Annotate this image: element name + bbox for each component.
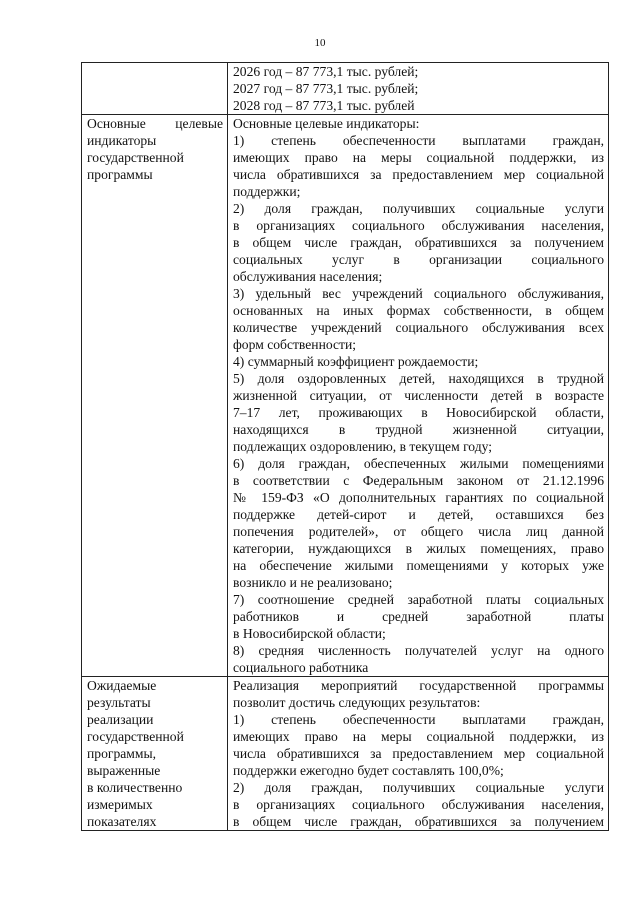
program-passport-table <box>81 62 609 831</box>
table-body <box>82 63 609 831</box>
content-line: позволит достичь следующих результатов: <box>233 695 481 710</box>
content-line: имеющих право на меры социальной поддержки, из <box>233 729 604 744</box>
row-label-cell <box>82 677 228 831</box>
content-line: имеющих право на меры социальной поддержки, из <box>233 150 604 165</box>
label-line: реализации <box>87 712 154 727</box>
content-line: 6) доля граждан, обеспеченных жилыми помещениями <box>233 456 604 471</box>
content-line: в организациях социального обслуживания населения, <box>233 218 604 233</box>
content-line: поддержки; <box>233 184 301 199</box>
content-line: форм собственности; <box>233 337 357 352</box>
label-line: программы, <box>87 746 157 761</box>
content-line: 7–17 лет, проживающих в Новосибирской области, <box>233 405 604 420</box>
content-line: 2027 год – 87 773,1 тыс. рублей; <box>233 81 419 96</box>
label-line: измеримых <box>87 797 153 812</box>
content-line: возникло и не реализовано; <box>233 575 393 590</box>
content-line: основанных на иных формах собственности, в общем <box>233 303 604 318</box>
content-line: в соответствии с Федеральным законом от 21.12.1996 <box>233 473 604 488</box>
table-row <box>82 63 609 115</box>
content-line: Реализация мероприятий государственной программы <box>233 678 604 693</box>
content-line: поддержки ежегодно будет составлять 100,0%; <box>233 763 504 778</box>
content-line: социальных услуг в организации социального <box>233 252 604 267</box>
content-line: числа обратившихся за предоставлением мер социальной <box>233 167 604 182</box>
label-line: государственной <box>87 729 184 744</box>
content-line: 1) степень обеспеченности выплатами граждан, <box>233 712 604 727</box>
content-line: жизненной ситуации, от численности детей в возрасте <box>233 388 604 403</box>
content-line: категории, нуждающихся в жилых помещениях, право <box>233 541 604 556</box>
label-line: показателях <box>87 814 157 829</box>
content-line: 2) доля граждан, получивших социальные услуги <box>233 780 604 795</box>
content-line: в организациях социального обслуживания населения, <box>233 797 604 812</box>
label-line: программы <box>87 167 153 182</box>
table-row <box>82 115 609 677</box>
content-line: в общем числе граждан, обратившихся за получением <box>233 814 604 829</box>
content-line: на обеспечение жилыми помещениями у которых уже <box>233 558 604 573</box>
content-line: в Новосибирской области; <box>233 626 386 641</box>
content-line: находящихся в трудной жизненной ситуации, <box>233 422 604 437</box>
content-line: в общем числе граждан, обратившихся за получением <box>233 235 604 250</box>
content-line: социального работника <box>233 660 369 675</box>
label-line: выраженные <box>87 763 161 778</box>
label-line: индикаторы <box>87 133 157 148</box>
label-line: государственной <box>87 150 184 165</box>
row-label-cell <box>82 115 228 677</box>
row-content-cell <box>228 63 609 115</box>
row-label-cell <box>82 63 228 115</box>
content-line: 5) доля оздоровленных детей, находящихся в трудной <box>233 371 604 386</box>
content-line: 2028 год – 87 773,1 тыс. рублей <box>233 98 415 113</box>
content-line: № 159-ФЗ «О дополнительных гарантиях по социальной <box>233 490 604 505</box>
content-line: поддержке детей-сирот и детей, оставшихся без <box>233 507 604 522</box>
label-line: Ожидаемые <box>87 678 157 693</box>
content-line: количестве учреждений социального обслуживания всех <box>233 320 604 335</box>
content-line: обслуживания населения; <box>233 269 383 284</box>
table-row <box>82 677 609 831</box>
content-line: попечения родителей», от общего числа лиц данной <box>233 524 604 539</box>
content-line: 8) средняя численность получателей услуг на одного <box>233 643 604 658</box>
label-line: Основные целевые <box>87 116 223 131</box>
content-line: числа обратившихся за предоставлением мер социальной <box>233 746 604 761</box>
content-line: 2) доля граждан, получивших социальные услуги <box>233 201 604 216</box>
content-line: 4) суммарный коэффициент рождаемости; <box>233 354 479 369</box>
content-line: Основные целевые индикаторы: <box>233 116 420 131</box>
label-line: результаты <box>87 695 151 710</box>
page-number: 10 <box>314 37 326 49</box>
content-line: подлежащих оздоровлению, в текущем году; <box>233 439 493 454</box>
row-content-cell <box>228 677 609 831</box>
content-line: 7) соотношение средней заработной платы социальных <box>233 592 604 607</box>
row-content-cell <box>228 115 609 677</box>
label-line: в количественно <box>87 780 183 795</box>
content-line: работников и средней заработной платы <box>233 609 604 624</box>
content-line: 1) степень обеспеченности выплатами граждан, <box>233 133 604 148</box>
content-line: 3) удельный вес учреждений социального обслуживания, <box>233 286 604 301</box>
content-line: 2026 год – 87 773,1 тыс. рублей; <box>233 64 419 79</box>
